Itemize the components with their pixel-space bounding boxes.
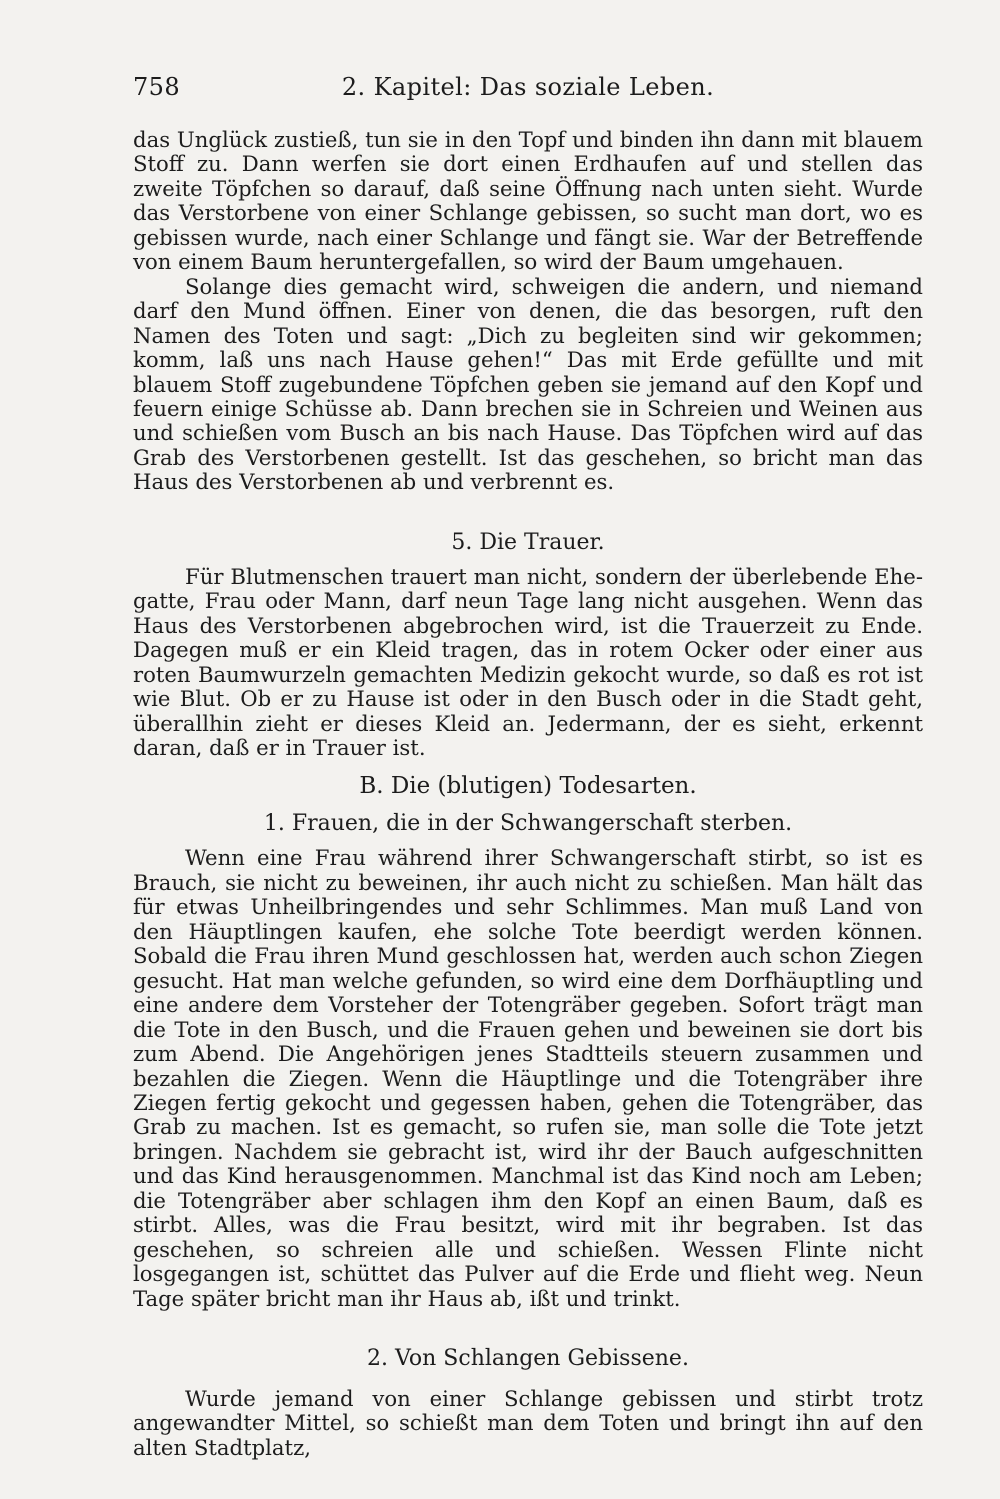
subsection-heading-schlangen: 2. Von Schlangen Gebissene. xyxy=(367,1346,689,1372)
page-body xyxy=(133,128,923,1460)
paragraph-silence: Solange dies gemacht wird, schweigen die andern, und niemand darf den Mund öffnen. Einer von denen, die das besorgen, ruft den Namen des Toten und sagt: „Dich zu begleiten sind wir gekommen; komm, laß uns nach Hause gehen!“ Das mit Erde gefüllte und mit blauem Stoff zugebundene Töpfchen geben sie jemand auf den Kopf und feuern einige Schüsse ab. Dann brechen sie in Schreien und Weinen aus und schießen vom Busch an bis nach Hause. Das Töpfchen wird auf das Grab des Verstorbenen gestellt. Ist das geschehen, so bricht man das Haus des Verstorbenen ab und verbrennt es. xyxy=(133,273,923,495)
page-number: 758 xyxy=(133,73,181,101)
paragraph-schlangen: Wurde jemand von einer Schlange gebissen und stirbt trotz angewandter Mittel, so schießt man dem Toten und bringt ihn auf den alten Stadtplatz, xyxy=(133,1386,923,1460)
page-header xyxy=(133,72,923,112)
paragraph-continued: das Unglück zustieß, tun sie in den Topf und binden ihn dann mit blauem Stoff zu. Dann werfen sie dort einen Erdhaufen auf und stellen das zweite Töpfchen so darauf, daß seine Öffnung nach unten sieht. Wurde das Verstorbene von einer Schlange gebissen, so sucht man dort, wo es gebissen wurde, nach einer Schlange und fängt sie. War der Betreffende von einem Baum heruntergefallen, so wird der Baum umgehauen. xyxy=(133,127,923,275)
section-heading-trauer: 5. Die Trauer. xyxy=(451,529,605,555)
subsection-heading-frauen: 1. Frauen, die in der Schwangerschaft sterben. xyxy=(263,811,793,837)
running-title: 2. Kapitel: Das soziale Leben. xyxy=(341,73,715,101)
section-heading-todesarten: B. Die (blutigen) Todesarten. xyxy=(359,773,697,800)
paragraph-frauen: Wenn eine Frau während ihrer Schwangerschaft stirbt, so ist es Brauch, sie nicht zu beweinen, ihr auch nicht zu schießen. Man hält das für etwas Unheilbringendes und sehr Schlimmes. Man muß Land von den Häuptlingen kaufen, ehe solche Tote beerdigt werden können. Sobald die Frau ihren Mund geschlossen hat, werden auch schon Ziegen gesucht. Hat man welche gefunden, so wird eine dem Dorfhäuptling und eine andere dem Vorsteher der Totengräber gegeben. Sofort trägt man die Tote in den Busch, und die Frauen gehen und beweinen sie dort bis zum Abend. Die Angehörigen jenes Stadtteils steuern zusammen und bezahlen die Ziegen. Wenn die Häuptlinge und die Totengräber ihre Ziegen fertig gekocht und gegessen haben, gehen die Totengräber, das Grab zu machen. Ist es gemacht, so rufen sie, man solle die Tote jetzt bringen. Nachdem sie gebracht ist, wird ihr der Bauch aufgeschnitten und das Kind herausgenommen. Manchmal ist das Kind noch am Leben; die Totengräber aber schlagen ihm den Kopf an einen Baum, daß es stirbt. Alles, was die Frau besitzt, wird mit ihr begraben. Ist das geschehen, so schreien alle und schießen. Wessen Flinte nicht losgegangen ist, schüttet das Pulver auf die Erde und flieht weg. Neun Tage später bricht man ihr Haus ab, ißt und trinkt. xyxy=(133,845,923,1311)
paragraph-trauer: Für Blutmenschen trauert man nicht, sondern der überlebende Ehegatte, Frau oder Mann, darf neun Tage lang nicht ausgehen. Wenn das Haus des Verstorbenen abgebrochen wird, ist die Trauerzeit zu Ende. Dagegen muß er ein Kleid tragen, das in rotem Ocker oder einer aus roten Baumwurzeln gemachten Medizin gekocht wurde, so daß es rot ist wie Blut. Ob er zu Hause ist oder in den Busch oder in die Stadt geht, überallhin zieht er dieses Kleid an. Jedermann, der es sieht, erkennt daran, daß er in Trauer ist. xyxy=(133,563,923,760)
